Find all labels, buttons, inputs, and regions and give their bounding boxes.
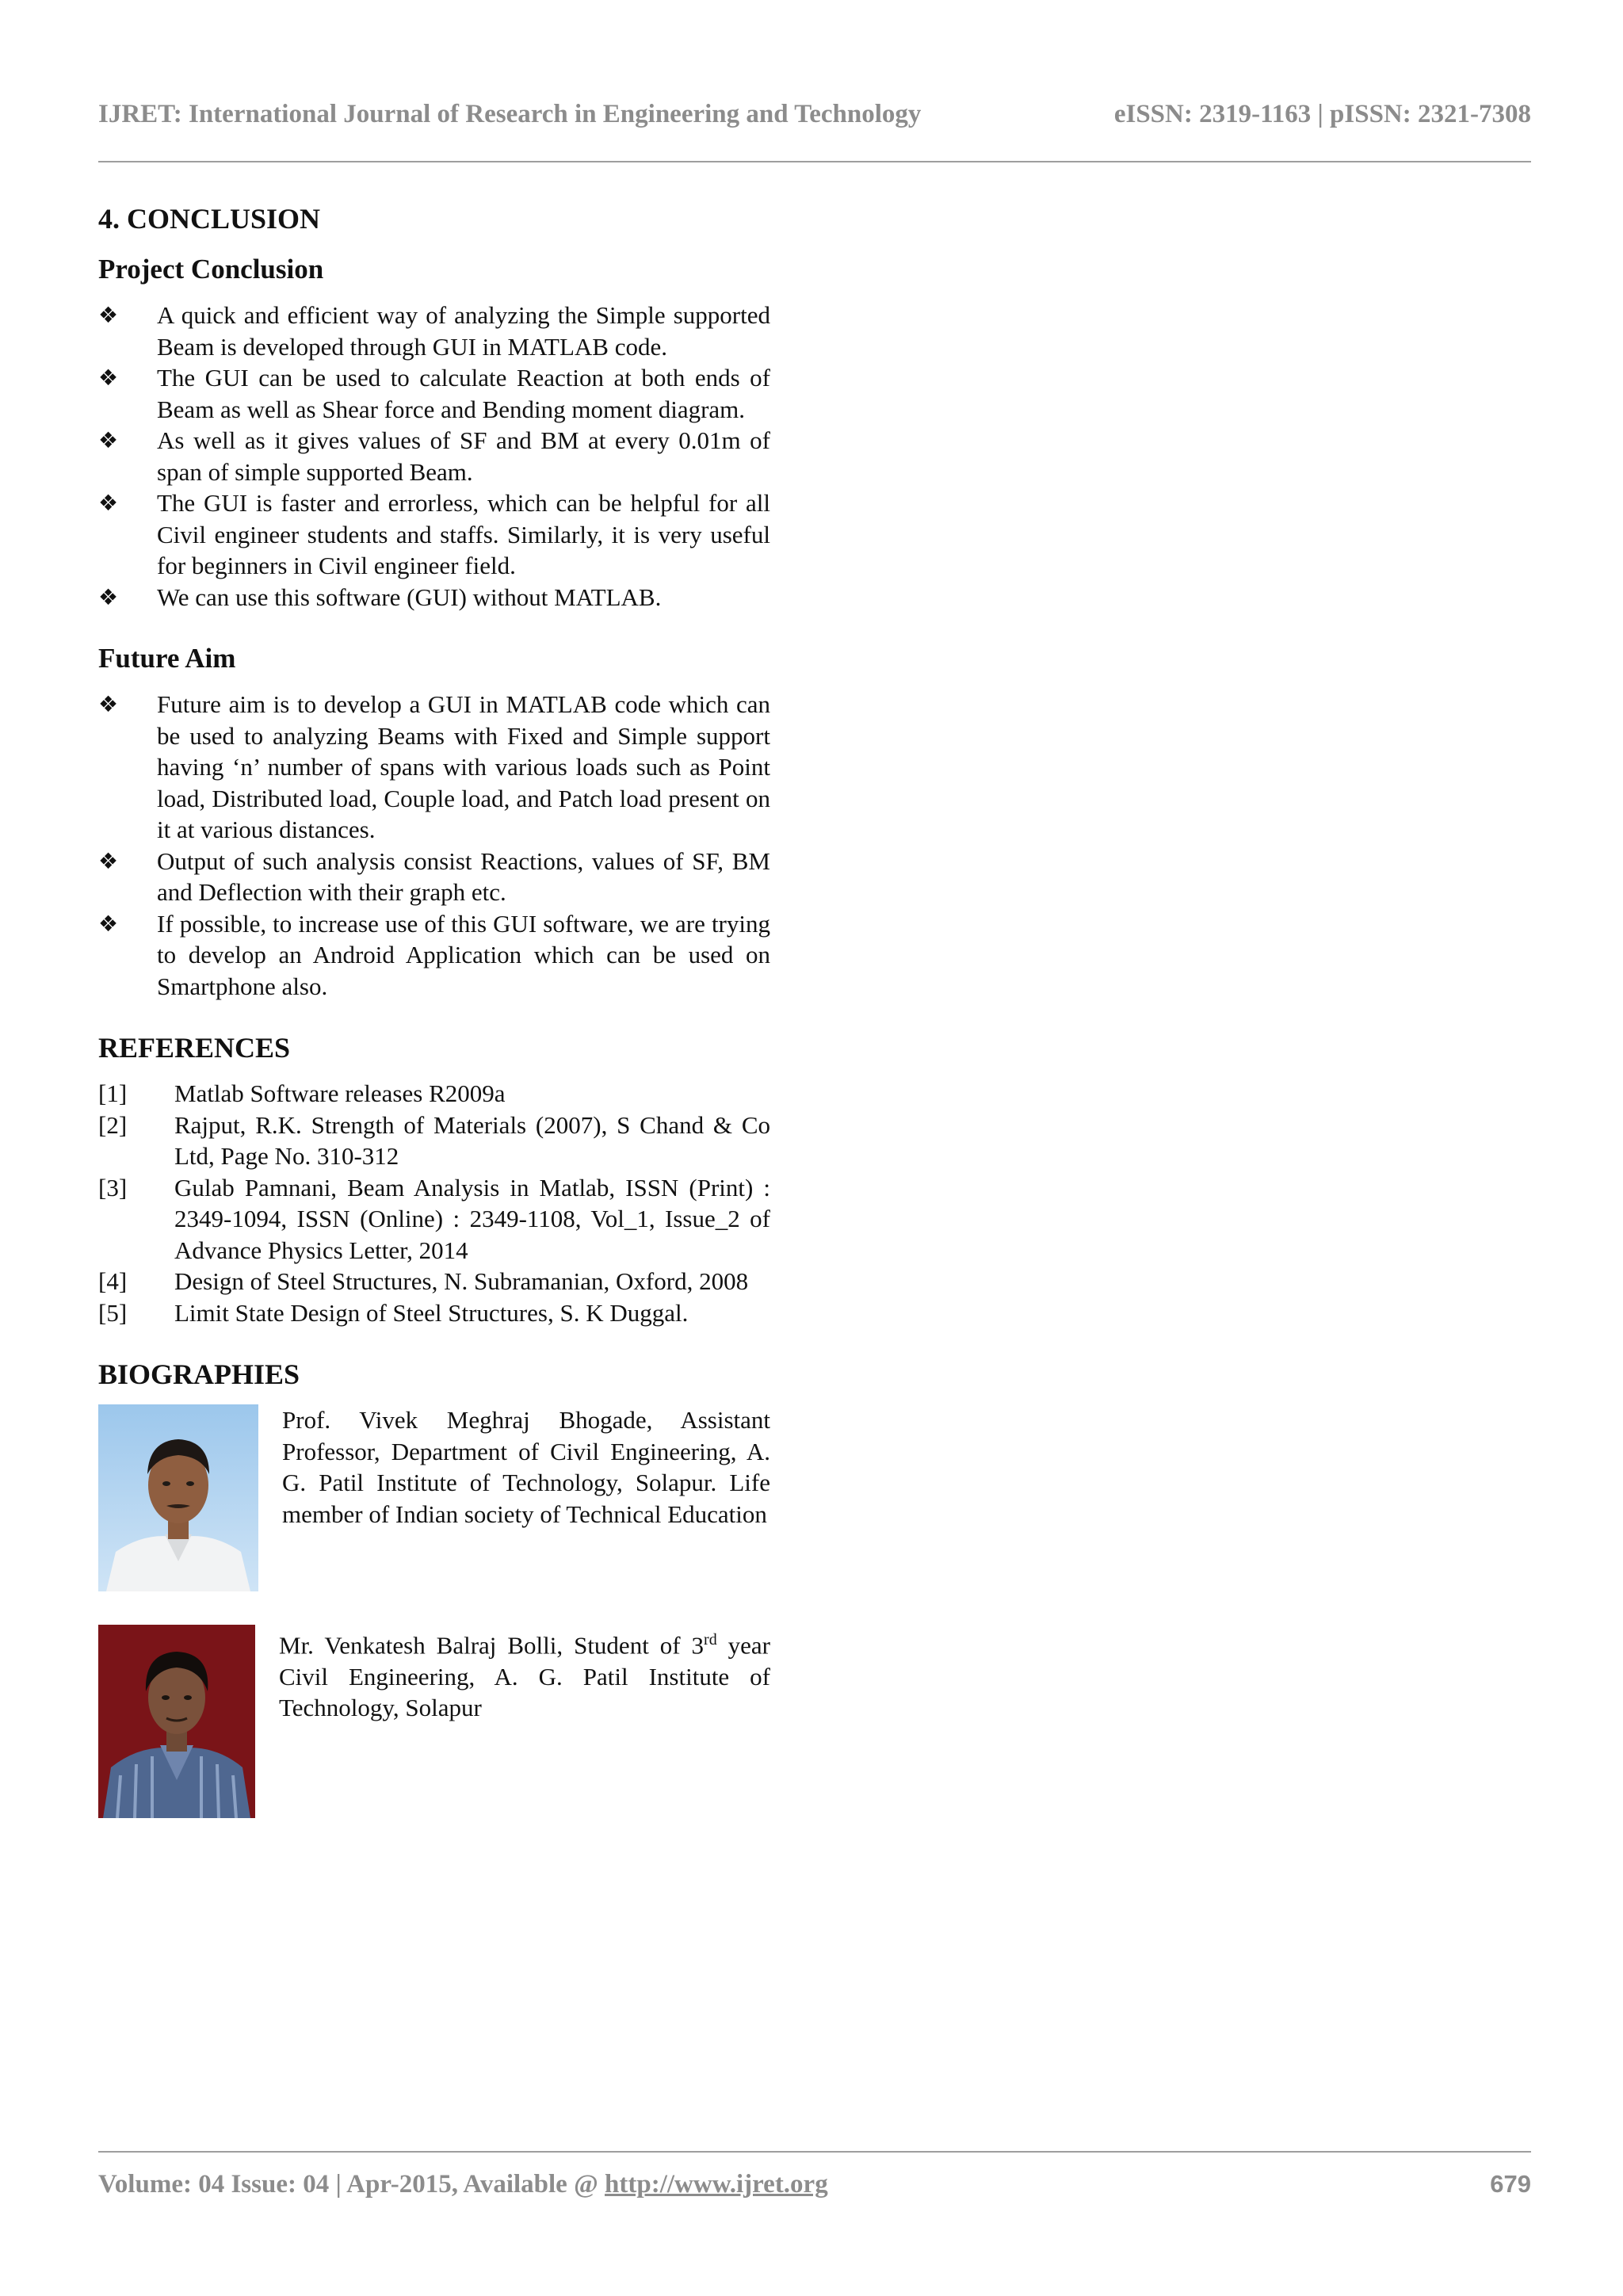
diamond-bullet-icon: ❖ <box>98 691 119 717</box>
page-header <box>98 95 1531 139</box>
page-footer <box>98 2170 1531 2210</box>
header-rule <box>98 161 1531 162</box>
reference-item: [4] Design of Steel Structures, N. Subramanian, Oxford, 2008 <box>98 1267 749 1295</box>
list-item: ❖ The GUI is faster and errorless, which can be helpful for all Civil engineer students and staffs. Similarly, it is very useful for beginners in Civil engineer field. <box>98 489 770 579</box>
biography-text-1: Prof. Vivek Meghraj Bhogade, Assistant Professor, Department of Civil Engineering, A. G. Patil Institute of Technology, Solapur. Life member of Indian society of Technical Education <box>282 1406 770 1528</box>
diamond-bullet-icon: ❖ <box>98 847 119 874</box>
author-photo-2 <box>98 1625 255 1818</box>
reference-item: [3] Gulab Pamnani, Beam Analysis in Matlab, ISSN (Print) : 2349-1094, ISSN (Online) : 2349-1108, Vol_1, Issue_2 of Advance Physics Letter, 2014 <box>98 1173 770 1264</box>
diamond-bullet-icon: ❖ <box>98 910 119 937</box>
biographies-heading: BIOGRAPHIES <box>98 1358 300 1390</box>
diamond-bullet-icon: ❖ <box>98 583 119 610</box>
reference-item: [1] Matlab Software releases R2009a <box>98 1079 506 1107</box>
issn: eISSN: 2319-1163 | pISSN: 2321-7308 <box>1113 100 1531 128</box>
project-conclusion-heading: Project Conclusion <box>98 254 324 285</box>
biography-1 <box>98 1404 770 1591</box>
list-item: ❖ We can use this software (GUI) without MATLAB. <box>98 582 770 613</box>
biography-2 <box>98 1625 770 1818</box>
reference-item: [2] Rajput, R.K. Strength of Materials (2007), S Chand & Co Ltd, Page No. 310-312 <box>98 1110 770 1170</box>
list-item: ❖ Future aim is to develop a GUI in MATLAB code which can be used to analyzing Beams with Fixed and Simple support having ‘n’ number of spans with various loads such as Point load, Distributed load, Couple load, and Patch load present on it at various distances. <box>98 690 770 843</box>
journal-url-link[interactable]: http://www.ijret.org <box>605 2170 828 2199</box>
author-photo-1 <box>98 1404 258 1591</box>
list-item: ❖ As well as it gives values of SF and BM at every 0.01m of span of simple supported Beam. <box>98 426 770 486</box>
diamond-bullet-icon: ❖ <box>98 302 119 328</box>
list-item: ❖ A quick and efficient way of analyzing the Simple supported Beam is developed through GUI in MATLAB code. <box>98 301 770 361</box>
footer-rule <box>98 2151 1531 2153</box>
references-heading: REFERENCES <box>98 1032 291 1064</box>
biography-text-2: Mr. Venkatesh Balraj Bolli, Student of 3rd year Civil Engineering, A. G. Patil Institute of Technology, Solapur <box>279 1631 770 1722</box>
reference-item: [5] Limit State Design of Steel Structures, S. K Duggal. <box>98 1298 689 1327</box>
conclusion-heading: 4. CONCLUSION <box>98 203 321 235</box>
future-aim-list <box>98 689 770 1002</box>
list-item: ❖ If possible, to increase use of this GUI software, we are trying to develop an Android Application which can be used on Smartphone also. <box>98 909 770 1000</box>
main-column <box>98 198 770 1818</box>
list-item: ❖ The GUI can be used to calculate Reaction at both ends of Beam as well as Shear force and Bending moment diagram. <box>98 364 770 423</box>
references-list <box>98 1078 770 1328</box>
footer-volume: Volume: 04 Issue: 04 | Apr-2015, Available @ http://www.ijret.org <box>98 2170 828 2199</box>
diamond-bullet-icon: ❖ <box>98 490 119 516</box>
diamond-bullet-icon: ❖ <box>98 365 119 391</box>
future-aim-heading: Future Aim <box>98 643 236 674</box>
list-item: ❖ Output of such analysis consist Reactions, values of SF, BM and Deflection with their graph etc. <box>98 846 770 906</box>
page-number: 679 <box>1490 2170 1531 2198</box>
journal-title: IJRET: International Journal of Research in Engineering and Technology <box>98 100 922 128</box>
project-conclusion-list <box>98 300 770 613</box>
diamond-bullet-icon: ❖ <box>98 427 119 453</box>
